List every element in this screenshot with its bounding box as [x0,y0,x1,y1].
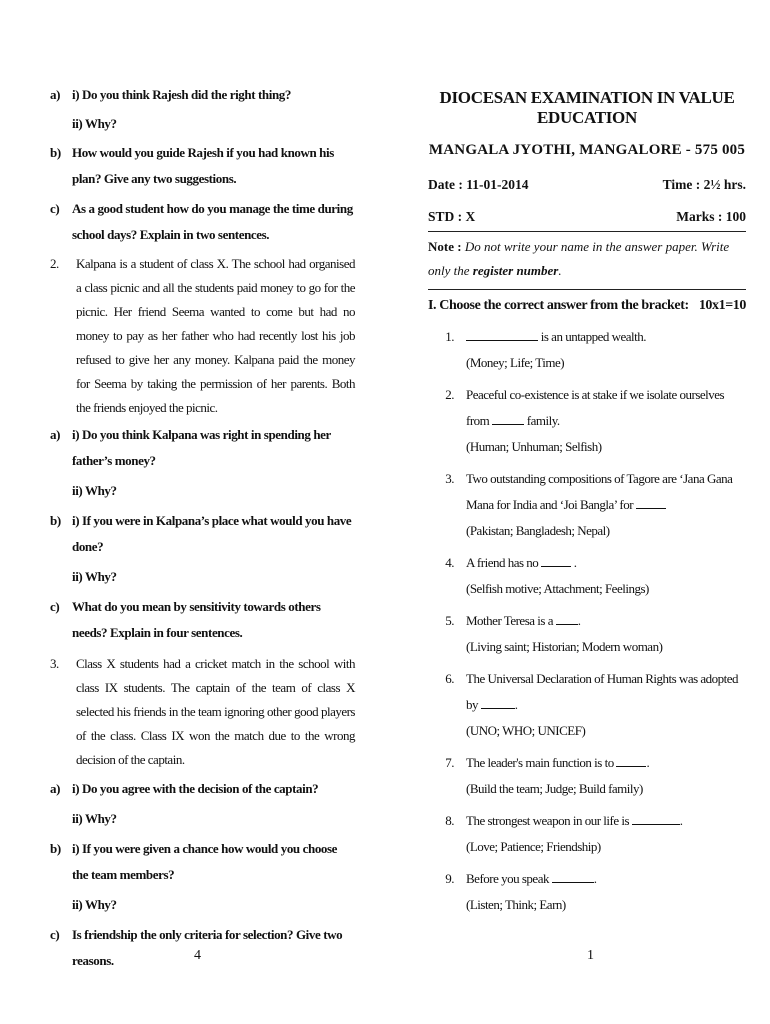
mcq-text-before: Before you speak [466,871,552,886]
mcq-number: 3. [445,471,454,486]
mcq-options: (Money; Life; Time) [466,355,565,370]
mcq-text-after: . [514,697,518,712]
answer-blank [541,555,571,567]
mcq-options: (Listen; Think; Earn) [466,897,566,912]
q3a-ii-item [50,806,355,832]
q3c-text: Is friendship the only criteria for selection? Give two reasons. [72,927,343,968]
mcq-item [428,608,746,660]
q2c-text: What do you mean by sensitivity towards others needs? Explain in four sentences. [72,599,321,640]
mcq-item [428,550,746,602]
q2-item [50,252,355,420]
q2b-i: i) If you were in Kalpana’s place what would you have done? [72,513,352,554]
q1b-item [50,140,355,192]
mcq-question [466,750,746,776]
section-marks: 10x1=10 [698,298,746,313]
mcq-number: 9. [445,871,454,886]
section-heading [428,298,746,314]
mcq-number: 8. [445,813,454,828]
answer-blank [466,329,538,341]
mcq-item [428,866,746,918]
mcq-list [428,324,746,918]
mcq-text-before: The strongest weapon in our life is [466,813,632,828]
mcq-number: 5. [445,613,454,628]
mcq-number: 4. [445,555,454,570]
answer-blank [556,613,578,625]
mcq-text-before: The Universal Declaration of Human Rights was adopted by [466,671,739,712]
q2b-item [50,508,355,560]
exam-subtitle: MANGALA JYOTHI, MANGALORE - 575 005 [428,142,746,158]
mcq-text-before: The leader's main function is to [466,755,617,770]
mcq-options: (UNO; WHO; UNICEF) [466,723,586,738]
q1a-item [50,82,355,108]
mcq-question [466,382,746,434]
mcq-item [428,808,746,860]
mcq-options: (Pakistan; Bangladesh; Nepal) [466,523,610,538]
label-a: a) [50,427,61,442]
q3-item [50,652,355,772]
mcq-text-after: . [593,871,597,886]
note-end: . [558,263,562,278]
mcq-number: 1. [445,329,454,344]
q2b-ii: ii) Why? [72,569,117,584]
mcq-question [466,866,746,892]
q2-text: Kalpana is a student of class X. The school had organised a class picnic and all the students paid money to go for the picnic. Her friend Seema wanted to come but had no money to pay as her father who had recently lost his job refused to give her any money. Kalpana paid the money for Seema by taking the permission of her parents. Both the friends enjoyed the picnic. [76,256,355,415]
q3b-item [50,836,355,888]
q3b-ii-item [50,892,355,918]
note-label: Note : [428,239,462,254]
exam-title: DIOCESAN EXAMINATION IN VALUE EDUCATION [439,88,735,127]
mcq-options: (Love; Patience; Friendship) [466,839,601,854]
label-b: b) [50,841,61,856]
mcq-question [466,466,746,518]
right-page-number: 1 [587,948,594,963]
mcq-item [428,666,746,744]
note-register-number: register number [472,263,559,278]
label-b: b) [50,513,61,528]
mcq-text-after: family. [524,413,560,428]
q3c-item [50,922,355,974]
mcq-text-before: Two outstanding compositions of Tagore are ‘Jana Gana Mana for India and ‘Joi Bangla’ for [466,471,733,512]
mcq-item [428,324,746,376]
q3a-item [50,776,355,802]
q3a-ii: ii) Why? [72,811,117,826]
mcq-text-before: Mother Teresa is a [466,613,556,628]
q2-number: 2. [50,256,59,271]
divider-top [428,231,746,232]
mcq-item [428,466,746,544]
q2a-ii: ii) Why? [72,483,117,498]
answer-blank [616,755,646,767]
mcq-options: (Human; Unhuman; Selfish) [466,439,602,454]
date-time-row [428,177,746,193]
label-c: c) [50,201,60,216]
mcq-options: (Build the team; Judge; Build family) [466,781,643,796]
q3-text: Class X students had a cricket match in the school with class IX students. The captain of the team of class X selected his friends in the team ignoring other good players of the class. Class IX won the match due to the wrong decision of the captain. [76,656,355,767]
mcq-question [466,324,746,350]
label-a: a) [50,781,61,796]
section-title: I. Choose the correct answer from the bracket: [428,298,689,313]
q2c-item [50,594,355,646]
mcq-item [428,750,746,802]
exam-std: STD : X [428,209,476,224]
mcq-question [466,808,746,834]
mcq-options: (Selfish motive; Attachment; Feelings) [466,581,649,596]
q1a-ii-item [50,111,355,137]
q1b-text: How would you guide Rajesh if you had known his plan? Give any two suggestions. [72,145,334,186]
q2a-ii-item [50,478,355,504]
q1a-ii: ii) Why? [72,116,117,131]
label-c: c) [50,927,60,942]
mcq-text-after: . [646,755,650,770]
mcq-question [466,550,746,576]
divider-bottom [428,289,746,290]
mcq-number: 7. [445,755,454,770]
exam-time: Time : 2½ hrs. [662,177,746,192]
mcq-options: (Living saint; Historian; Modern woman) [466,639,663,654]
mcq-question [466,666,746,718]
label-a: a) [50,87,61,102]
exam-date: Date : 11-01-2014 [428,177,529,192]
mcq-text-after: . [577,613,581,628]
q3-number: 3. [50,656,59,671]
left-page [50,80,355,974]
mcq-text-after: is an untapped wealth. [538,329,646,344]
q2a-i: i) Do you think Kalpana was right in spending her father’s money? [72,427,331,468]
label-c: c) [50,599,60,614]
note-text: Do not write your name in the answer paper. Write only the [428,239,730,278]
label-b: b) [50,145,61,160]
left-page-number: 4 [194,948,201,963]
answer-blank [552,871,594,883]
q2a-item [50,422,355,474]
q2b-ii-item [50,564,355,590]
mcq-text-before: Peaceful co-existence is at stake if we isolate ourselves from [466,387,725,428]
answer-blank [481,697,515,709]
q3b-ii: ii) Why? [72,897,117,912]
mcq-number: 6. [445,671,454,686]
answer-blank [492,413,524,425]
mcq-item [428,382,746,460]
q1a-i: i) Do you think Rajesh did the right thing? [72,87,292,102]
std-marks-row [428,209,746,225]
answer-blank [636,497,666,509]
q1c-item [50,196,355,248]
q1c-text: As a good student how do you manage the time during school days? Explain in two sentences. [72,201,353,242]
mcq-number: 2. [445,387,454,402]
mcq-text-after: . [571,555,577,570]
mcq-question [466,608,746,634]
answer-blank [632,813,680,825]
right-page [428,80,746,924]
note [428,235,746,283]
mcq-text-before: A friend has no [466,555,542,570]
q3a-i: i) Do you agree with the decision of the captain? [72,781,319,796]
q3b-i: i) If you were given a chance how would you choose the team members? [72,841,338,882]
mcq-text-after: . [679,813,683,828]
exam-marks: Marks : 100 [676,209,746,224]
